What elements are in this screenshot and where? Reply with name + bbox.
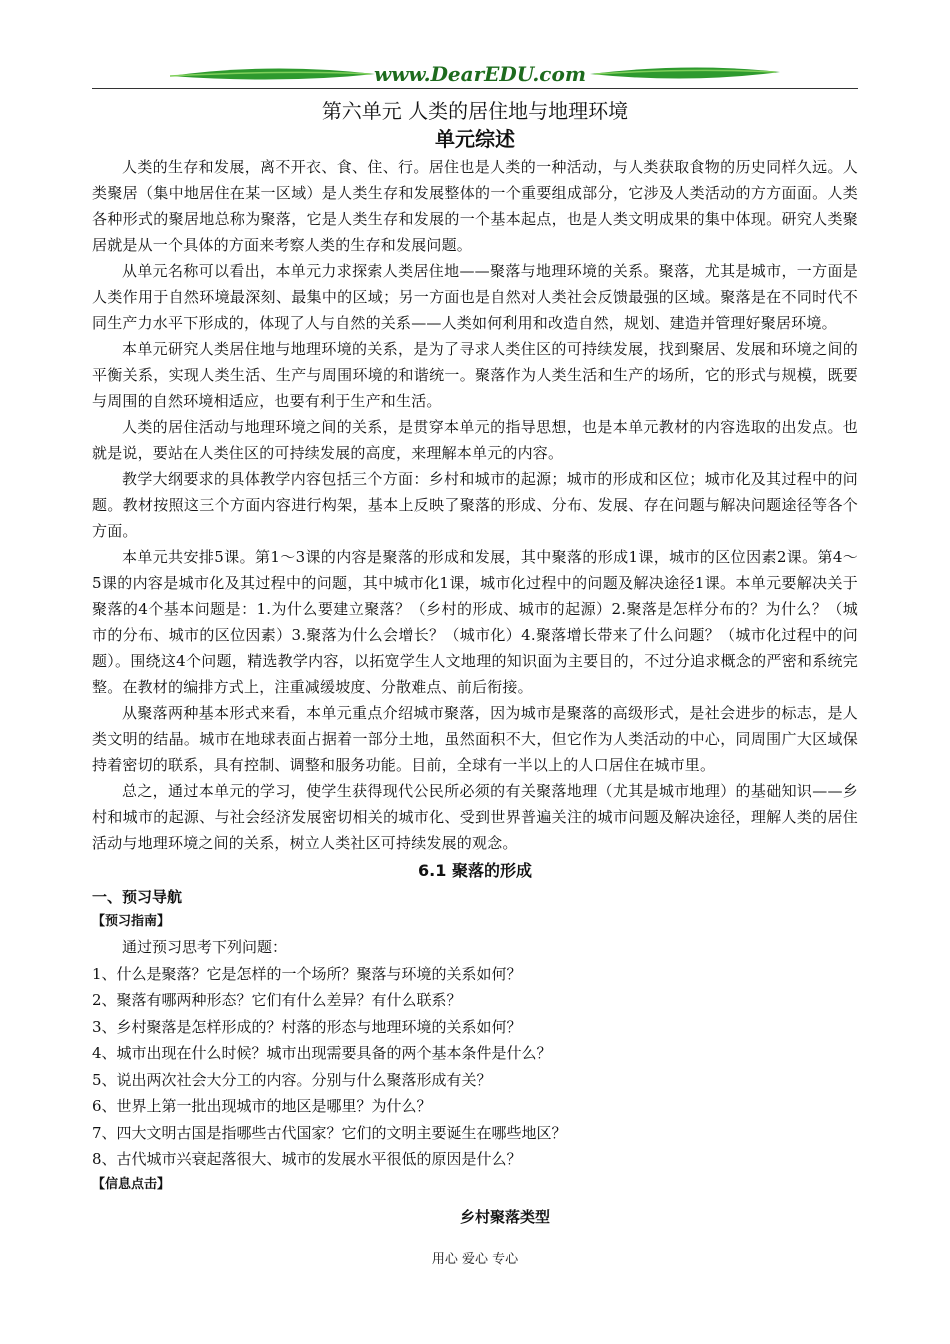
site-url: www.DearEDU.com: [373, 62, 587, 86]
paragraph: 人类的生存和发展，离不开衣、食、住、行。居住也是人类的一种活动，与人类获取食物的历史同样久远。人类聚居（集中地居住在某一区域）是人类生存和发展整体的一个重要组成部分，它涉及人类活动的方方面面。人类各种形式的聚居地总称为聚落，它是人类生存和发展的一个基本起点，也是人类文明成果的集中体现。研究人类聚居就是从一个具体的方面来考察人类的生存和发展问题。: [92, 158, 858, 254]
paragraph: 本单元共安排5课。第1～3课的内容是聚落的形成和发展，其中聚落的形成1课，城市的区位因素2课。第4～5课的内容是城市化及其过程中的问题，其中城市化1课，城市化过程中的问题及解决途径1课。本单元要解决关于聚落的4个基本问题是：1.为什么要建立聚落？（乡村的形成、城市的起源）2.聚落是怎样分布的？为什么？（城市的分布、城市的区位因素）3.聚落为什么会增长？（城市化）4.聚落增长带来了什么问题？（城市化过程中的问题）。围绕这4个问题，精选教学内容，以拓宽学生人文地理的知识面为主要目的，不过分追求概念的严密和系统完整。在教材的编排方式上，注重减缓坡度、分散难点、前后衔接。: [92, 548, 858, 696]
guide-intro: 通过预习思考下列问题：: [122, 938, 288, 956]
unit-subtitle: 单元综述: [435, 127, 515, 151]
page-footer: 用心 爱心 专心: [431, 1252, 519, 1267]
question-item: 8、古代城市兴衰起落很大、城市的发展水平很低的原因是什么？: [92, 1150, 522, 1168]
header-rule: [92, 88, 858, 89]
paragraph: 总之，通过本单元的学习，使学生获得现代公民所必须的有关聚落地理（尤其是城市地理）的基础知识——乡村和城市的起源、与社会经济发展密切相关的城市化、受到世界普遍关注的城市问题及解决途径，理解人类的居住活动与地理环境之间的关系，树立人类社区可持续发展的观念。: [92, 782, 858, 852]
section-title: 6.1 聚落的形成: [418, 861, 532, 880]
question-item: 6、世界上第一批出现城市的地区是哪里？为什么？: [92, 1097, 432, 1115]
info-label: 【信息点击】: [92, 1176, 171, 1192]
question-list: [92, 961, 858, 1173]
paragraph: 从聚落两种基本形式来看，本单元重点介绍城市聚落，因为城市是聚落的高级形式，是社会进步的标志，是人类文明的结晶。城市在地球表面占据着一部分土地，虽然面积不大，但它作为人类活动的中心，同周围广大区域保持着密切的联系，具有控制、调整和服务功能。目前，全球有一半以上的人口居住在城市里。: [92, 704, 858, 774]
question-item: 4、城市出现在什么时候？城市出现需要具备的两个基本条件是什么？: [92, 1044, 552, 1062]
unit-title: 第六单元 人类的居住地与地理环境: [321, 99, 629, 123]
paragraph: 从单元名称可以看出，本单元力求探索人类居住地——聚落与地理环境的关系。聚落，尤其是城市，一方面是人类作用于自然环境最深刻、最集中的区域；另一方面也是自然对人类社会反馈最强的区域。聚落是在不同时代不同生产力水平下形成的，体现了人与自然的关系——人类如何利用和改造自然，规划、建造并管理好聚居环境。: [92, 262, 858, 332]
question-item: 5、说出两次社会大分工的内容。分别与什么聚落形成有关？: [92, 1070, 492, 1089]
question-item: 7、四大文明古国是指哪些古代国家？它们的文明主要诞生在哪些地区？: [92, 1123, 567, 1142]
question-item: 2、聚落有哪两种形态？它们有什么差异？有什么联系？: [92, 991, 462, 1009]
paragraph: 人类的居住活动与地理环境之间的关系，是贯穿本单元的指导思想，也是本单元教材的内容选取的出发点。也就是说，要站在人类住区的可持续发展的高度，来理解本单元的内容。: [92, 418, 858, 462]
document-body: [92, 96, 858, 1231]
guide-label: 【预习指南】: [92, 914, 171, 929]
site-logo: [170, 58, 780, 90]
info-heading: 乡村聚落类型: [459, 1207, 550, 1226]
question-item: 1、什么是聚落？它是怎样的一个场所？聚落与环境的关系如何？: [92, 964, 522, 983]
paragraph: 教学大纲要求的具体教学内容包括三个方面：乡村和城市的起源；城市的形成和区位；城市化及其过程中的问题。教材按照这三个方面内容进行构架，基本上反映了聚落的形成、分布、发展、存在问题与解决问题途径等各个方面。: [92, 470, 858, 540]
question-item: 3、乡村聚落是怎样形成的？村落的形态与地理环境的关系如何？: [92, 1017, 522, 1036]
section-heading: 一、预习导航: [92, 888, 183, 906]
paragraph: 本单元研究人类居住地与地理环境的关系，是为了寻求人类住区的可持续发展，找到聚居、发展和环境之间的平衡关系，实现人类生活、生产与周围环境的和谐统一。聚落作为人类生活和生产的场所，它的形式与规模，既要与周围的自然环境相适应，也要有利于生产和生活。: [92, 340, 858, 410]
